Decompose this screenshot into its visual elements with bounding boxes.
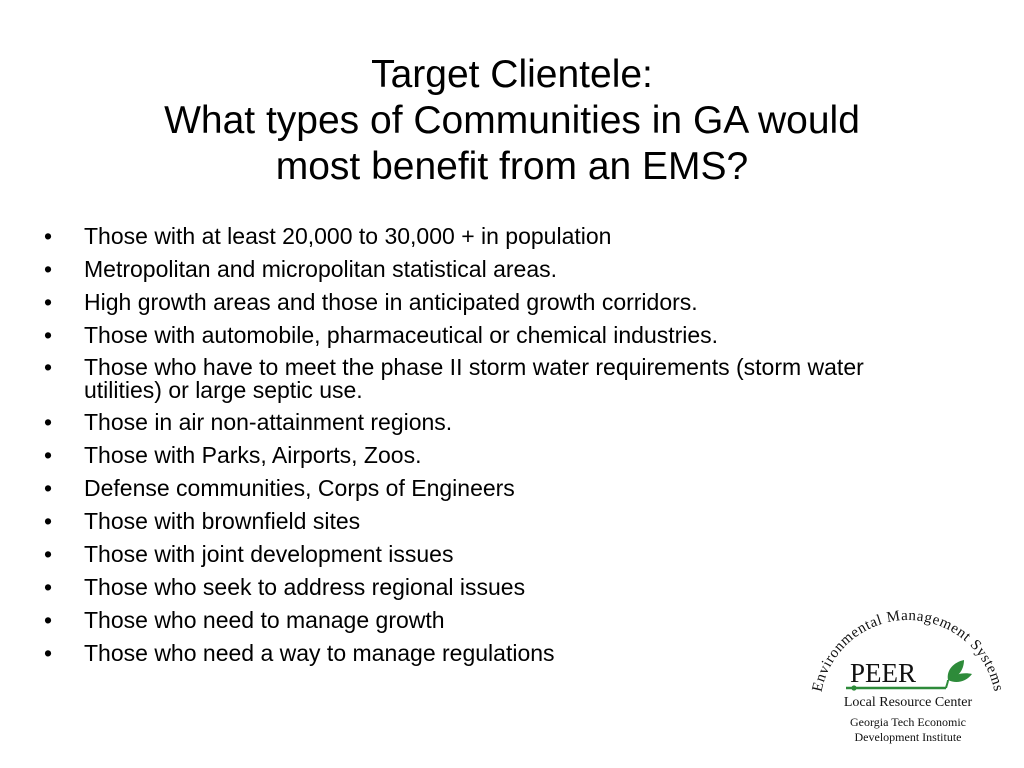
slide-title [60, 52, 964, 190]
logo-subtitle: Local Resource Center [843, 695, 973, 710]
bullet-icon: • [44, 541, 53, 567]
list-item [44, 641, 924, 666]
list-item [44, 323, 924, 348]
leaf-icon [946, 660, 972, 688]
bullet-text: Those with brownfield sites [84, 508, 361, 534]
bullet-text: Those who need to manage growth [84, 607, 445, 633]
logo-institute-line-2: Development Institute [854, 730, 962, 744]
logo-arc-text: Environmental Management Systems [809, 607, 1007, 694]
bullet-icon: • [44, 640, 53, 666]
logo-name: PEER [850, 658, 917, 688]
title-line-3: most benefit from an EMS? [275, 145, 749, 188]
bullet-text: Those in air non-attainment regions. [84, 409, 453, 435]
peer-logo [808, 600, 1008, 748]
list-item [44, 410, 924, 435]
list-item [44, 257, 924, 282]
bullet-text: Those with at least 20,000 to 30,000 + in population [84, 223, 612, 249]
bullet-icon: • [44, 442, 53, 468]
bullet-text: Defense communities, Corps of Engineers [84, 475, 515, 501]
list-item [44, 290, 924, 315]
bullet-icon: • [44, 223, 53, 249]
bullet-text: Those with Parks, Airports, Zoos. [84, 442, 422, 468]
title-line-1: Target Clientele: [371, 53, 653, 96]
list-item [44, 476, 924, 501]
list-item [44, 575, 924, 600]
bullet-icon: • [44, 322, 53, 348]
list-item [44, 224, 924, 249]
list-item [44, 509, 924, 534]
bullet-text: Those who need a way to manage regulations [84, 640, 555, 666]
bullet-icon: • [44, 475, 53, 501]
bullet-text: High growth areas and those in anticipated growth corridors. [84, 289, 698, 315]
bullet-icon: • [44, 256, 53, 282]
logo-institute-line-1: Georgia Tech Economic [849, 715, 967, 729]
list-item [44, 542, 924, 567]
bullet-icon: • [44, 607, 53, 633]
bullet-icon: • [44, 409, 53, 435]
bullet-text: Metropolitan and micropolitan statistical areas. [84, 256, 558, 282]
bullet-icon: • [44, 354, 53, 380]
bullet-list [44, 224, 924, 674]
bullet-text: Those with joint development issues [84, 541, 454, 567]
bullet-text: Those who have to meet the phase II storm water requirements (storm water utilities) or large septic use. [84, 354, 864, 403]
list-item [44, 356, 924, 402]
bullet-icon: • [44, 289, 53, 315]
list-item [44, 443, 924, 468]
bullet-text: Those with automobile, pharmaceutical or chemical industries. [84, 322, 719, 348]
bullet-icon: • [44, 508, 53, 534]
title-line-2: What types of Communities in GA would [164, 99, 860, 142]
bullet-text: Those who seek to address regional issues [84, 574, 526, 600]
list-item [44, 608, 924, 633]
bullet-icon: • [44, 574, 53, 600]
